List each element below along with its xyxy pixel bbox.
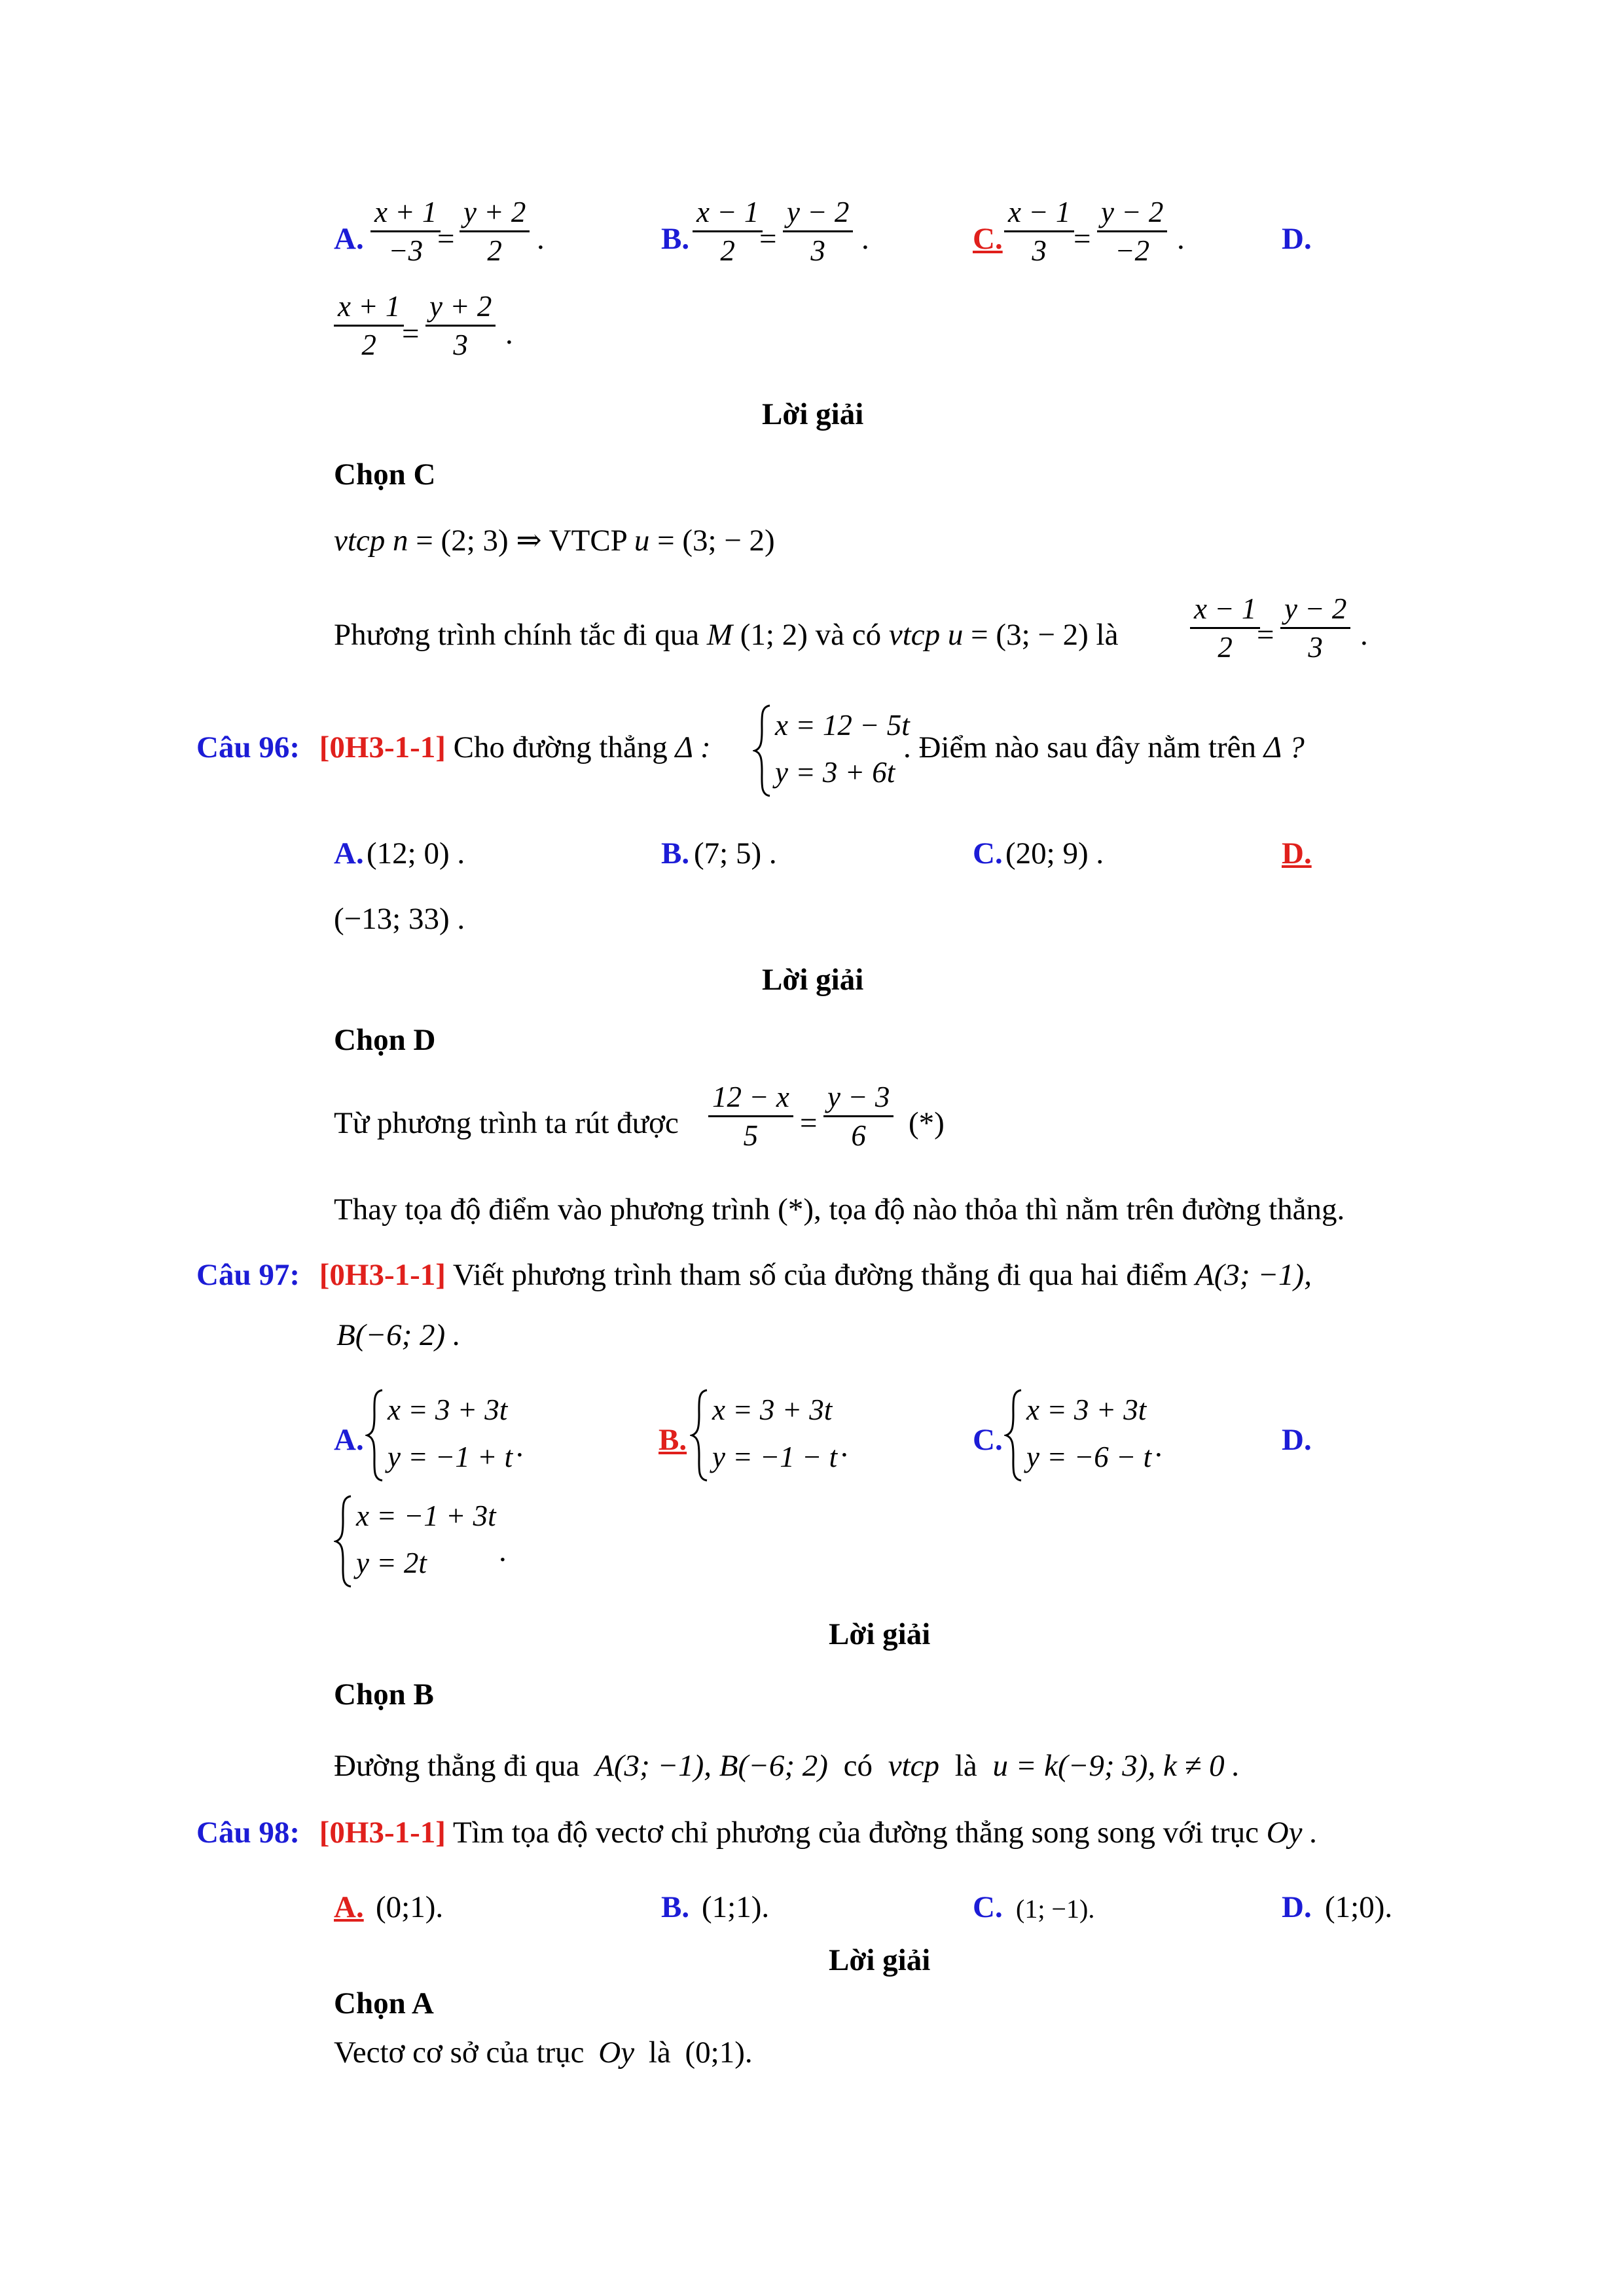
brace-icon	[365, 1389, 385, 1482]
brace-icon	[753, 704, 772, 797]
q98-option-a-label[interactable]: A.	[334, 1890, 364, 1924]
q96-option-c-label[interactable]: C.	[973, 836, 1003, 870]
q96-solution-fraction-1: $\frac{12 - x}{5}$	[708, 1079, 793, 1154]
vector-u: u	[992, 1749, 1008, 1783]
q95-solution-title: Lời giải	[762, 397, 864, 431]
brace-icon	[334, 1495, 353, 1588]
q97-label: Câu 97:	[196, 1258, 300, 1292]
q97-option-c-label[interactable]: C.	[973, 1423, 1003, 1457]
q98-option-c-label[interactable]: C.	[973, 1890, 1003, 1924]
q97-choice: Chọn B	[334, 1677, 434, 1712]
q98-option-a: (0;1).	[376, 1890, 444, 1924]
q95-choice: Chọn C	[334, 457, 436, 492]
q97-option-c-system: x = 3 + 3t y = −6 − t	[1004, 1386, 1151, 1480]
q95-option-b-fraction-1: $\frac{x - 1}{2}$	[693, 194, 763, 269]
q97-option-d-label[interactable]: D.	[1282, 1423, 1312, 1457]
equals-sign: =	[759, 222, 777, 256]
q95-option-b-fraction-2: $\frac{y - 2}{3}$	[783, 194, 853, 269]
period: .	[499, 1534, 507, 1568]
period: .	[516, 1429, 524, 1463]
q97-option-a-system: x = 3 + 3t y = −1 + t	[365, 1386, 513, 1480]
equals-sign: =	[1074, 222, 1091, 256]
period: .	[861, 222, 869, 256]
equals-sign: =	[402, 317, 420, 351]
q95-option-c-fraction-1: $\frac{x - 1}{3}$	[1004, 194, 1074, 269]
q98-option-b: (1;1).	[702, 1890, 770, 1924]
vector-n: n	[393, 524, 408, 558]
q98-option-d: (1;0).	[1325, 1890, 1393, 1924]
q98-stem: Câu 98: [0H3-1-1] Tìm tọa độ vectơ chỉ phương của đường thẳng song song với trục Oy .	[196, 1816, 1318, 1850]
q98-solution-title: Lời giải	[829, 1943, 931, 1977]
q96-option-c: (20; 9) .	[1005, 836, 1104, 870]
q95-solution-fraction-2: $\frac{y - 2}{3}$	[1280, 590, 1350, 666]
equals-sign: =	[1257, 618, 1274, 652]
q95-option-c-fraction-2: $\frac{y - 2}{-2}$	[1097, 194, 1167, 269]
q96-solution-title: Lời giải	[762, 963, 864, 997]
period: .	[1155, 1429, 1163, 1463]
q96-system: x = 12 − 5t y = 3 + 6t	[753, 702, 910, 796]
q96-choice: Chọn D	[334, 1023, 436, 1057]
q97-code: [0H3-1-1]	[319, 1258, 446, 1292]
q95-option-a-fraction-1: $\frac{x + 1}{-3}$	[370, 194, 441, 269]
q98-label: Câu 98:	[196, 1816, 300, 1850]
q96-option-d: (−13; 33) .	[334, 902, 465, 936]
q96-code: [0H3-1-1]	[319, 730, 446, 764]
q95-option-a-fraction-2: $\frac{y + 2}{2}$	[460, 194, 530, 269]
q97-option-b-label[interactable]: B.	[659, 1423, 687, 1457]
equals-sign: =	[437, 222, 455, 256]
q95-option-d-fraction-2: $\frac{y + 2}{3}$	[425, 288, 496, 363]
q96-option-a: (12; 0) .	[367, 836, 465, 870]
q95-solution-line-2: Phương trình chính tắc đi qua M (1; 2) và có vtcp u = (3; − 2) là	[334, 618, 1119, 652]
q96-stem: Câu 96: [0H3-1-1] Cho đường thẳng Δ :	[196, 730, 711, 764]
period: .	[1360, 618, 1368, 652]
q96-option-b: (7; 5) .	[694, 836, 777, 870]
q98-solution-line-1: Vectơ cơ sở của trục Oy là (0;1).	[334, 2036, 753, 2070]
q97-stem-point-b: B(−6; 2) .	[336, 1318, 461, 1352]
q96-option-d-label[interactable]: D.	[1282, 836, 1312, 870]
q98-option-c: (1; −1).	[1016, 1894, 1095, 1924]
q96-stem-end: . Điểm nào sau đây nằm trên Δ ?	[903, 730, 1305, 764]
q97-solution-title: Lời giải	[829, 1617, 931, 1651]
q97-option-a-label[interactable]: A.	[334, 1423, 364, 1457]
q98-option-b-label[interactable]: B.	[661, 1890, 690, 1924]
period: .	[1177, 222, 1185, 256]
q96-solution-line-1-text: Từ phương trình ta rút được	[334, 1106, 679, 1140]
q97-solution-line-1: Đường thẳng đi qua A(3; −1), B(−6; 2) có vtcp là u = k(−9; 3), k ≠ 0 .	[334, 1749, 1240, 1783]
q97-stem: Câu 97: [0H3-1-1] Viết phương trình tham số của đường thẳng đi qua hai điểm A(3; −1),	[196, 1258, 1312, 1292]
q95-option-a-label[interactable]: A.	[334, 222, 364, 256]
period: .	[840, 1429, 848, 1463]
q96-solution-fraction-2: $\frac{y - 3}{6}$	[823, 1079, 893, 1154]
q97-option-d-system: x = −1 + 3t y = 2t	[334, 1492, 496, 1587]
q96-option-b-label[interactable]: B.	[661, 836, 690, 870]
q95-option-d-label[interactable]: D.	[1282, 222, 1312, 256]
q96-solution-line-2: Thay tọa độ điểm vào phương trình (*), tọa độ nào thỏa thì nằm trên đường thẳng.	[334, 1193, 1345, 1227]
q96-solution-star: (*)	[909, 1106, 945, 1140]
q95-option-c-label[interactable]: C.	[973, 222, 1003, 256]
q98-choice: Chọn A	[334, 1986, 434, 2020]
equals-sign: =	[800, 1106, 818, 1140]
period: .	[505, 317, 513, 351]
q98-code: [0H3-1-1]	[319, 1816, 446, 1850]
q95-solution-line-1: vtcp n = (2; 3) ⇒ VTCP u = (3; − 2)	[334, 524, 775, 558]
q98-option-d-label[interactable]: D.	[1282, 1890, 1312, 1924]
q95-option-d-fraction-1: $\frac{x + 1}{2}$	[334, 288, 404, 363]
q97-option-b-system: x = 3 + 3t y = −1 − t	[690, 1386, 837, 1480]
brace-icon	[690, 1389, 710, 1482]
brace-icon	[1004, 1389, 1024, 1482]
q96-option-a-label[interactable]: A.	[334, 836, 364, 870]
period: .	[537, 222, 545, 256]
q95-option-b-label[interactable]: B.	[661, 222, 690, 256]
q95-solution-fraction-1: $\frac{x - 1}{2}$	[1190, 590, 1260, 666]
vector-u: u	[634, 524, 650, 558]
q96-label: Câu 96:	[196, 730, 300, 764]
